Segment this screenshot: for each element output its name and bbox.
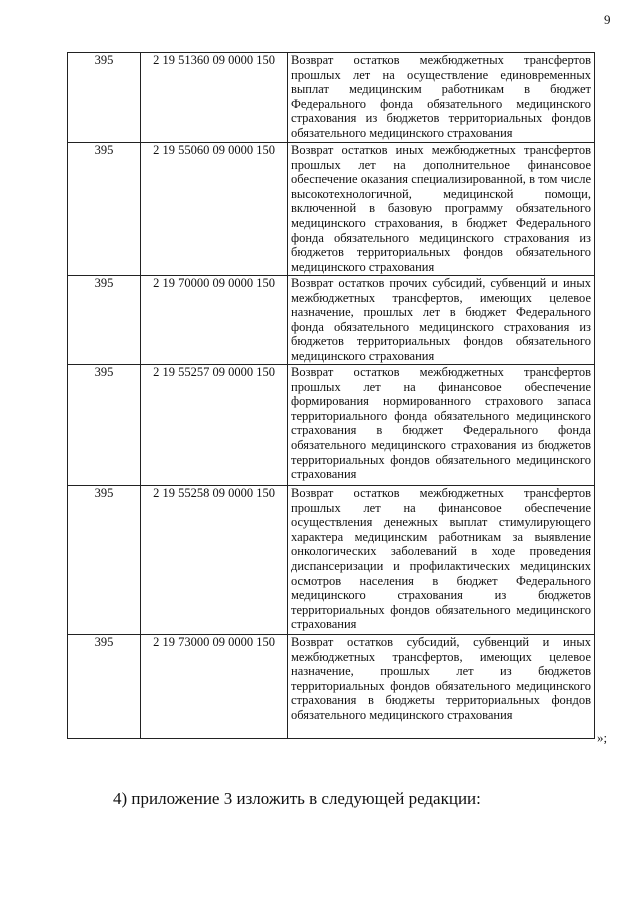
- budget-classification-code: 2 19 51360 09 0000 150: [141, 53, 288, 143]
- closing-quote-mark: »;: [597, 730, 608, 745]
- table-row: [68, 365, 595, 486]
- table-row: [68, 486, 595, 635]
- table-row: [68, 635, 595, 739]
- administrator-code: 395: [68, 276, 141, 365]
- income-description: Возврат остатков межбюджетных трансфертов прошлых лет на финансовое обеспечение формирования нормированного страхового запаса территориального фонда обязательного медицинского страхования в бюджет Федерального фонда обязательного медицинского страхования из бюджетов территориальных фондов обязательного медицинского страхования: [288, 365, 595, 486]
- budget-classification-code: 2 19 55060 09 0000 150: [141, 143, 288, 276]
- budget-classification-code: 2 19 55258 09 0000 150: [141, 486, 288, 635]
- amendment-instruction: 4) приложение 3 изложить в следующей редакции:: [113, 789, 481, 808]
- income-description: Возврат остатков прочих субсидий, субвенций и иных межбюджетных трансфертов, имеющих целевое назначение, прошлых лет в бюджет Федерального фонда обязательного медицинского страхования из бюджетов территориальных фондов обязательного медицинского страхования: [288, 276, 595, 365]
- page-number: 9: [604, 12, 611, 27]
- income-description: Возврат остатков субсидий, субвенций и иных межбюджетных трансфертов, имеющих целевое назначение, прошлых лет из бюджетов территориальных фондов обязательного медицинского страхования в бюджеты территориальных фондов обязательного медицинского страхования: [288, 635, 595, 739]
- administrator-code: 395: [68, 486, 141, 635]
- budget-classification-table: [67, 52, 595, 739]
- income-description: Возврат остатков межбюджетных трансфертов прошлых лет на финансовое обеспечение осуществления денежных выплат стимулирующего характера медицинским работникам за выявление онкологических заболеваний в ходе проведения диспансеризации и профилактических медицинских осмотров населения в бюджет Федерального медицинского страхования из бюджетов территориальных фондов обязательного медицинского страхования: [288, 486, 595, 635]
- income-description: Возврат остатков межбюджетных трансфертов прошлых лет на осуществление единовременных выплат медицинским работникам в бюджет Федерального фонда обязательного медицинского страхования из бюджетов территориальных фондов обязательного медицинского страхования: [288, 53, 595, 143]
- table-row: [68, 53, 595, 143]
- income-description: Возврат остатков иных межбюджетных трансфертов прошлых лет на дополнительное финансовое обеспечение оказания специализированной, в том числе высокотехнологичной, медицинской помощи, включенной в базовую программу обязательного медицинского страхования, в бюджет Федерального фонда обязательного медицинского страхования из бюджетов территориальных фондов обязательного медицинского страхования: [288, 143, 595, 276]
- table-row: [68, 276, 595, 365]
- budget-classification-code: 2 19 70000 09 0000 150: [141, 276, 288, 365]
- administrator-code: 395: [68, 365, 141, 486]
- budget-classification-code: 2 19 55257 09 0000 150: [141, 365, 288, 486]
- administrator-code: 395: [68, 635, 141, 739]
- table-row: [68, 143, 595, 276]
- administrator-code: 395: [68, 53, 141, 143]
- administrator-code: 395: [68, 143, 141, 276]
- budget-classification-code: 2 19 73000 09 0000 150: [141, 635, 288, 739]
